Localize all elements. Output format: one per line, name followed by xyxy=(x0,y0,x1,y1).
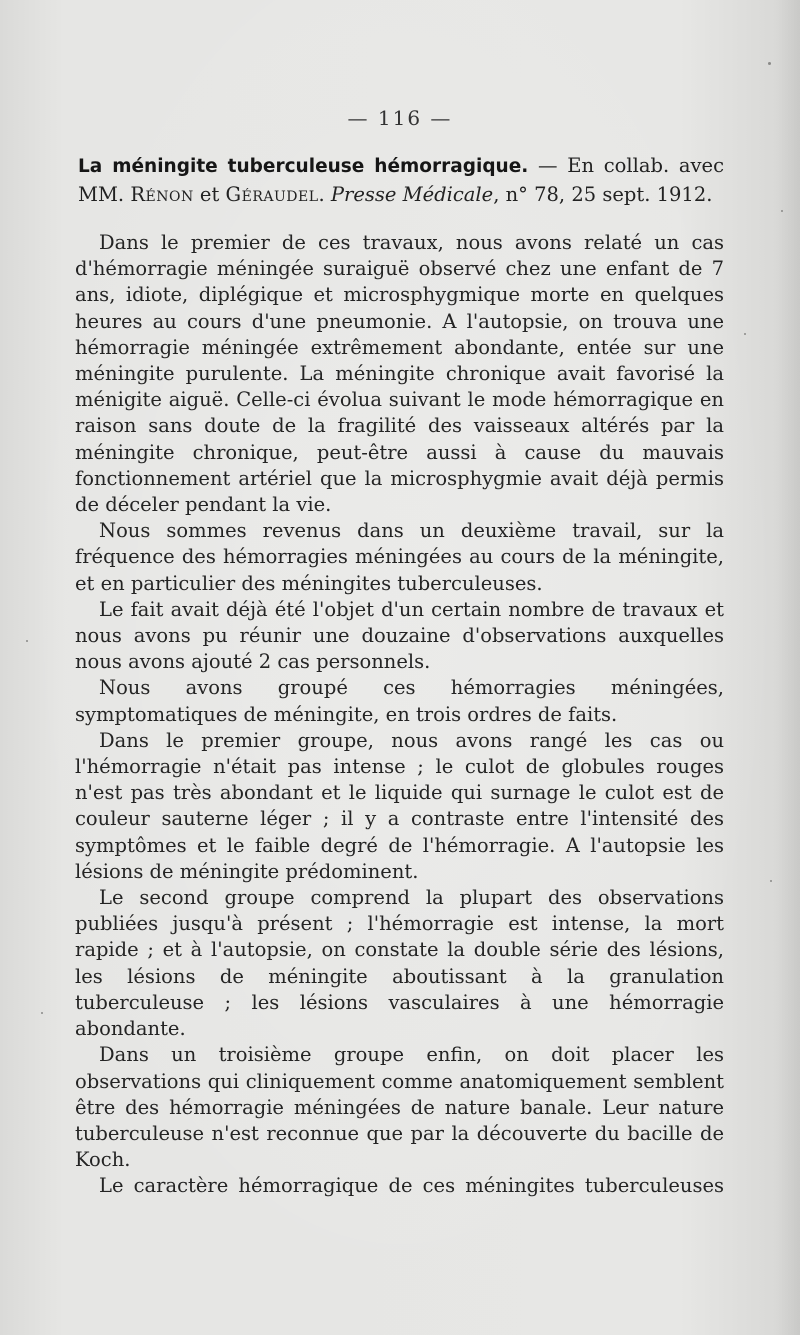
reference-separator: . xyxy=(318,183,331,206)
bibliographic-reference xyxy=(78,152,724,209)
paragraph: Dans le premier groupe, nous avons rangé les cas ou l'hémorragie n'était pas intense ; le culot de globules rouges n'est pas très abondant et le liquide qui surnage le culot est de couleur sauterne léger ; il y a contraste entre l'intensité des symptômes et le faible degré de l'hémorragie. A l'autopsie les lésions de méningite prédominent. xyxy=(75,728,724,883)
reference-collab: — En collab. avec MM. xyxy=(78,154,724,206)
paragraph: Nous sommes revenus dans un deuxième travail, sur la fréquence des hémorragies méningées au cours de la méningite, et en particulier des méningites tuberculeuses. xyxy=(75,519,724,595)
paragraph: Dans le premier de ces travaux, nous avons relaté un cas d'hémorragie méningée suraiguë observé chez une enfant de 7 ans, idiote, diplégique et microsphygmique morte en quelques heures au cours d'une pneumonie. A l'autopsie, on trouva une hémorragie méningée extrêmement abondante, entée sur une méningite purulente. La méningite chronique avait favorisé la ménigite aiguë. Celle-ci évolua suivant le mode hémorragique en raison sans doute de la fragilité des vaisseaux altérés par la méningite chronique, peut-être aussi à cause du mauvais fonctionnement artériel que la microsphygmie avait déjà permis de déceler pendant la vie. xyxy=(75,231,724,517)
paragraph: Nous avons groupé ces hémorragies méningées, symptomatiques de méningite, en trois ordres de faits. xyxy=(75,676,724,726)
reference-conjunction: et xyxy=(193,183,226,206)
reference-author-2: Géraudel xyxy=(225,183,319,206)
paragraph: Le second groupe comprend la plupart des observations publiées jusqu'à présent ; l'hémorragie est intense, la mort rapide ; et à l'autopsie, on constate la double série des lésions, les lésions de méningite aboutissant à la granulation tuberculeuse ; les lésions vasculaires à une hémorragie abondante. xyxy=(75,886,724,1041)
paragraph-continued: Le caractère hémorragique de ces méningites tuberculeuses xyxy=(99,1174,724,1198)
reference-details: , n° 78, 25 sept. 1912. xyxy=(493,183,713,206)
reference-journal: Presse Médicale xyxy=(330,183,494,206)
paragraph: Le fait avait déjà été l'objet d'un certain nombre de travaux et nous avons pu réunir une douzaine d'observations auxquelles nous avons ajouté 2 cas personnels. xyxy=(75,597,724,674)
reference-title: La méningite tuberculeuse hémorragique. xyxy=(78,156,529,177)
body-text xyxy=(75,230,724,1200)
paragraph: Dans un troisième groupe enfin, on doit placer les observations qui cliniquement comme anatomiquement semblent être des hémorragie méningées de nature banale. Leur nature tuberculeuse n'est reconnue que par la découverte du bacille de Koch. xyxy=(75,1043,724,1172)
reference-author-1: Rénon xyxy=(130,183,194,206)
page-number: — 116 — xyxy=(347,106,453,130)
